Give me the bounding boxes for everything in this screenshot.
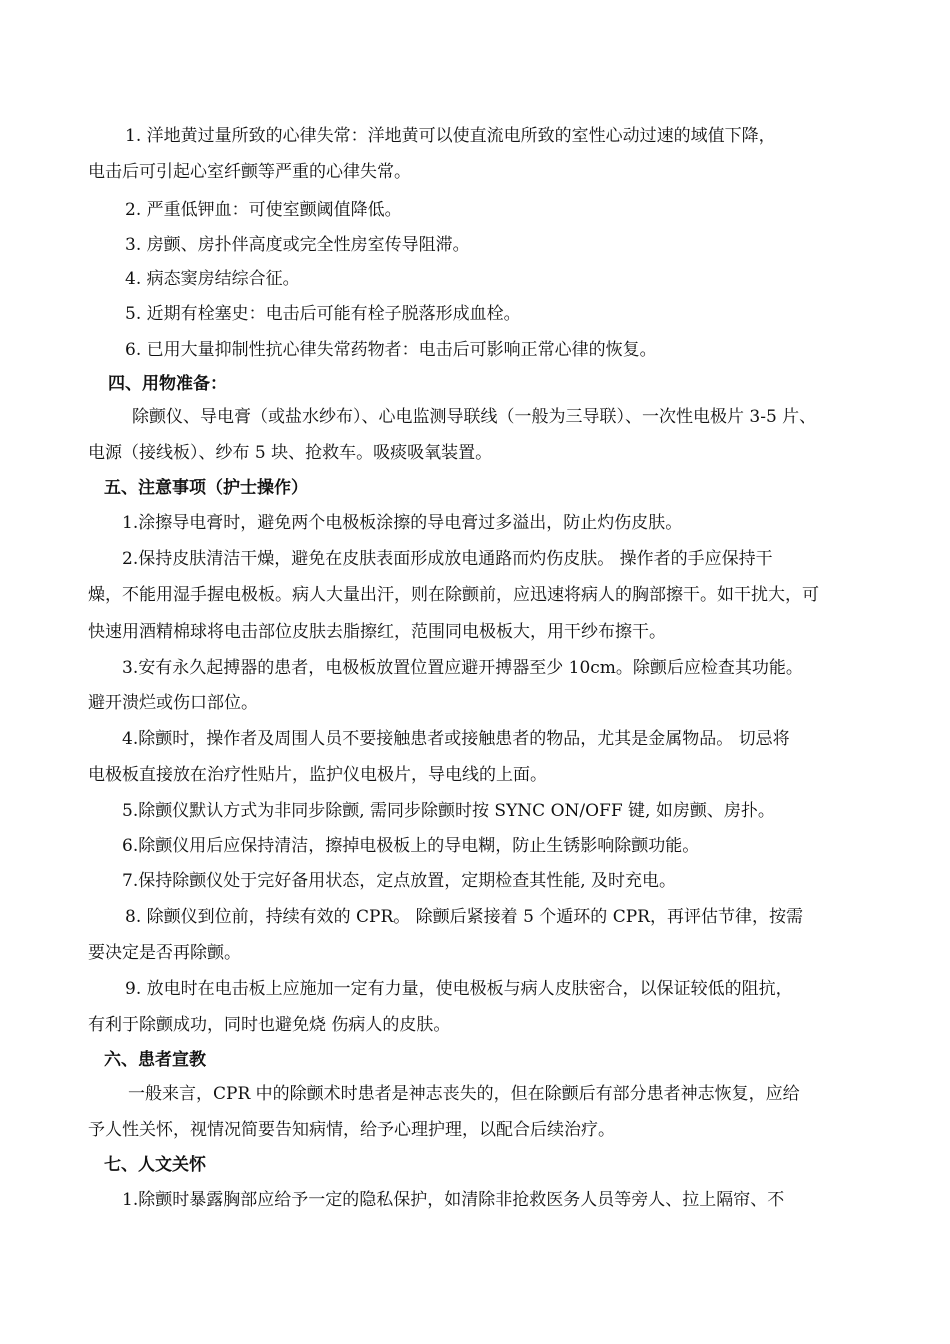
section-5-item-7: 7.保持除颤仪处于完好备用状态，定点放置，定期检查其性能, 及时充电。 bbox=[122, 871, 677, 891]
section-5-item-2-line-2: 燥，不能用湿手握电极板。病人大量出汗，则在除颤前，应迅速将病人的胸部擦干。如干扰大，可 bbox=[88, 585, 819, 605]
section-5-item-8-line-1: 8. 除颤仪到位前，持续有效的 CPR。 除颤后紧接着 5 个遁环的 CPR，再评估节律，按需 bbox=[125, 907, 803, 927]
section-5-item-8-line-2: 要决定是否再除颤。 bbox=[88, 943, 241, 963]
section-7-heading: 七、人文关怀 bbox=[104, 1155, 206, 1175]
contraindication-1-line-2: 电击后可引起心室纤颤等严重的心律失常。 bbox=[88, 162, 411, 182]
section-4-line-2: 电源（接线板）、纱布 5 块、抢救车。吸痰吸氧装置。 bbox=[88, 443, 493, 463]
section-5-item-1: 1.涂擦导电膏时，避免两个电极板涂擦的导电膏过多溢出，防止灼伤皮肤。 bbox=[122, 513, 683, 533]
section-5-item-6: 6.除颤仪用后应保持清洁，擦掉电极板上的导电糊，防止生锈影响除颤功能。 bbox=[122, 836, 700, 856]
section-6-heading: 六、患者宣教 bbox=[104, 1050, 206, 1070]
section-4-heading: 四、用物准备： bbox=[108, 374, 227, 394]
section-6-line-1: 一般来言，CPR 中的除颤术时患者是神志丧失的，但在除颤后有部分患者神志恢复，应给 bbox=[128, 1084, 800, 1104]
contraindication-2: 2. 严重低钾血：可使室颤阈值降低。 bbox=[125, 200, 402, 220]
contraindication-6: 6. 已用大量抑制性抗心律失常药物者：电击后可影响正常心律的恢复。 bbox=[125, 340, 657, 360]
section-4-line-1: 除颤仪、导电膏（或盐水纱布）、心电监测导联线（一般为三导联）、一次性电极片 3-5 片、 bbox=[132, 407, 817, 427]
section-5-item-4-line-1: 4.除颤时，操作者及周围人员不要接触患者或接触患者的物品，尤其是金属物品。 切忌将 bbox=[122, 729, 790, 749]
section-5-item-5: 5.除颤仪默认方式为非同步除颤, 需同步除颤时按 SYNC ON/OFF 键, 如房颤、房扑。 bbox=[122, 801, 775, 821]
section-5-item-9-line-1: 9. 放电时在电击板上应施加一定有力量，使电极板与病人皮肤密合，以保证较低的阻抗， bbox=[125, 979, 793, 999]
section-5-item-3-line-1: 3.安有永久起搏器的患者，电极板放置位置应避开搏器至少 10cm。除颤后应检查其功能。 bbox=[122, 658, 803, 678]
section-6-line-2: 予人性关怀，视情况简要告知病情，给予心理护理，以配合后续治疗。 bbox=[88, 1120, 615, 1140]
section-5-item-4-line-2: 电极板直接放在治疗性贴片，监护仪电极片，导电线的上面。 bbox=[88, 765, 547, 785]
section-5-item-9-line-2: 有利于除颤成功，同时也避免烧 伤病人的皮肤。 bbox=[88, 1015, 451, 1035]
contraindication-5: 5. 近期有栓塞史：电击后可能有栓子脱落形成血栓。 bbox=[125, 304, 521, 324]
contraindication-3: 3. 房颤、房扑伴高度或完全性房室传导阻滞。 bbox=[125, 235, 470, 255]
contraindication-4: 4. 病态窦房结综合征。 bbox=[125, 269, 300, 289]
section-5-item-3-line-2: 避开溃烂或伤口部位。 bbox=[88, 693, 258, 713]
contraindication-1-line-1: 1. 洋地黄过量所致的心律失常：洋地黄可以使直流电所致的室性心动过速的域值下降， bbox=[125, 126, 776, 146]
section-5-item-2-line-3: 快速用酒精棉球将电击部位皮肤去脂擦红，范围同电极板大，用干纱布擦干。 bbox=[88, 622, 666, 642]
section-5-item-2-line-1: 2.保持皮肤清洁干燥，避免在皮肤表面形成放电通路而灼伤皮肤。 操作者的手应保持干 bbox=[122, 549, 773, 569]
section-7-item-1: 1.除颤时暴露胸部应给予一定的隐私保护，如清除非抢救医务人员等旁人、拉上隔帘、不 bbox=[122, 1190, 785, 1210]
section-5-heading: 五、注意事项（护士操作） bbox=[104, 478, 308, 498]
